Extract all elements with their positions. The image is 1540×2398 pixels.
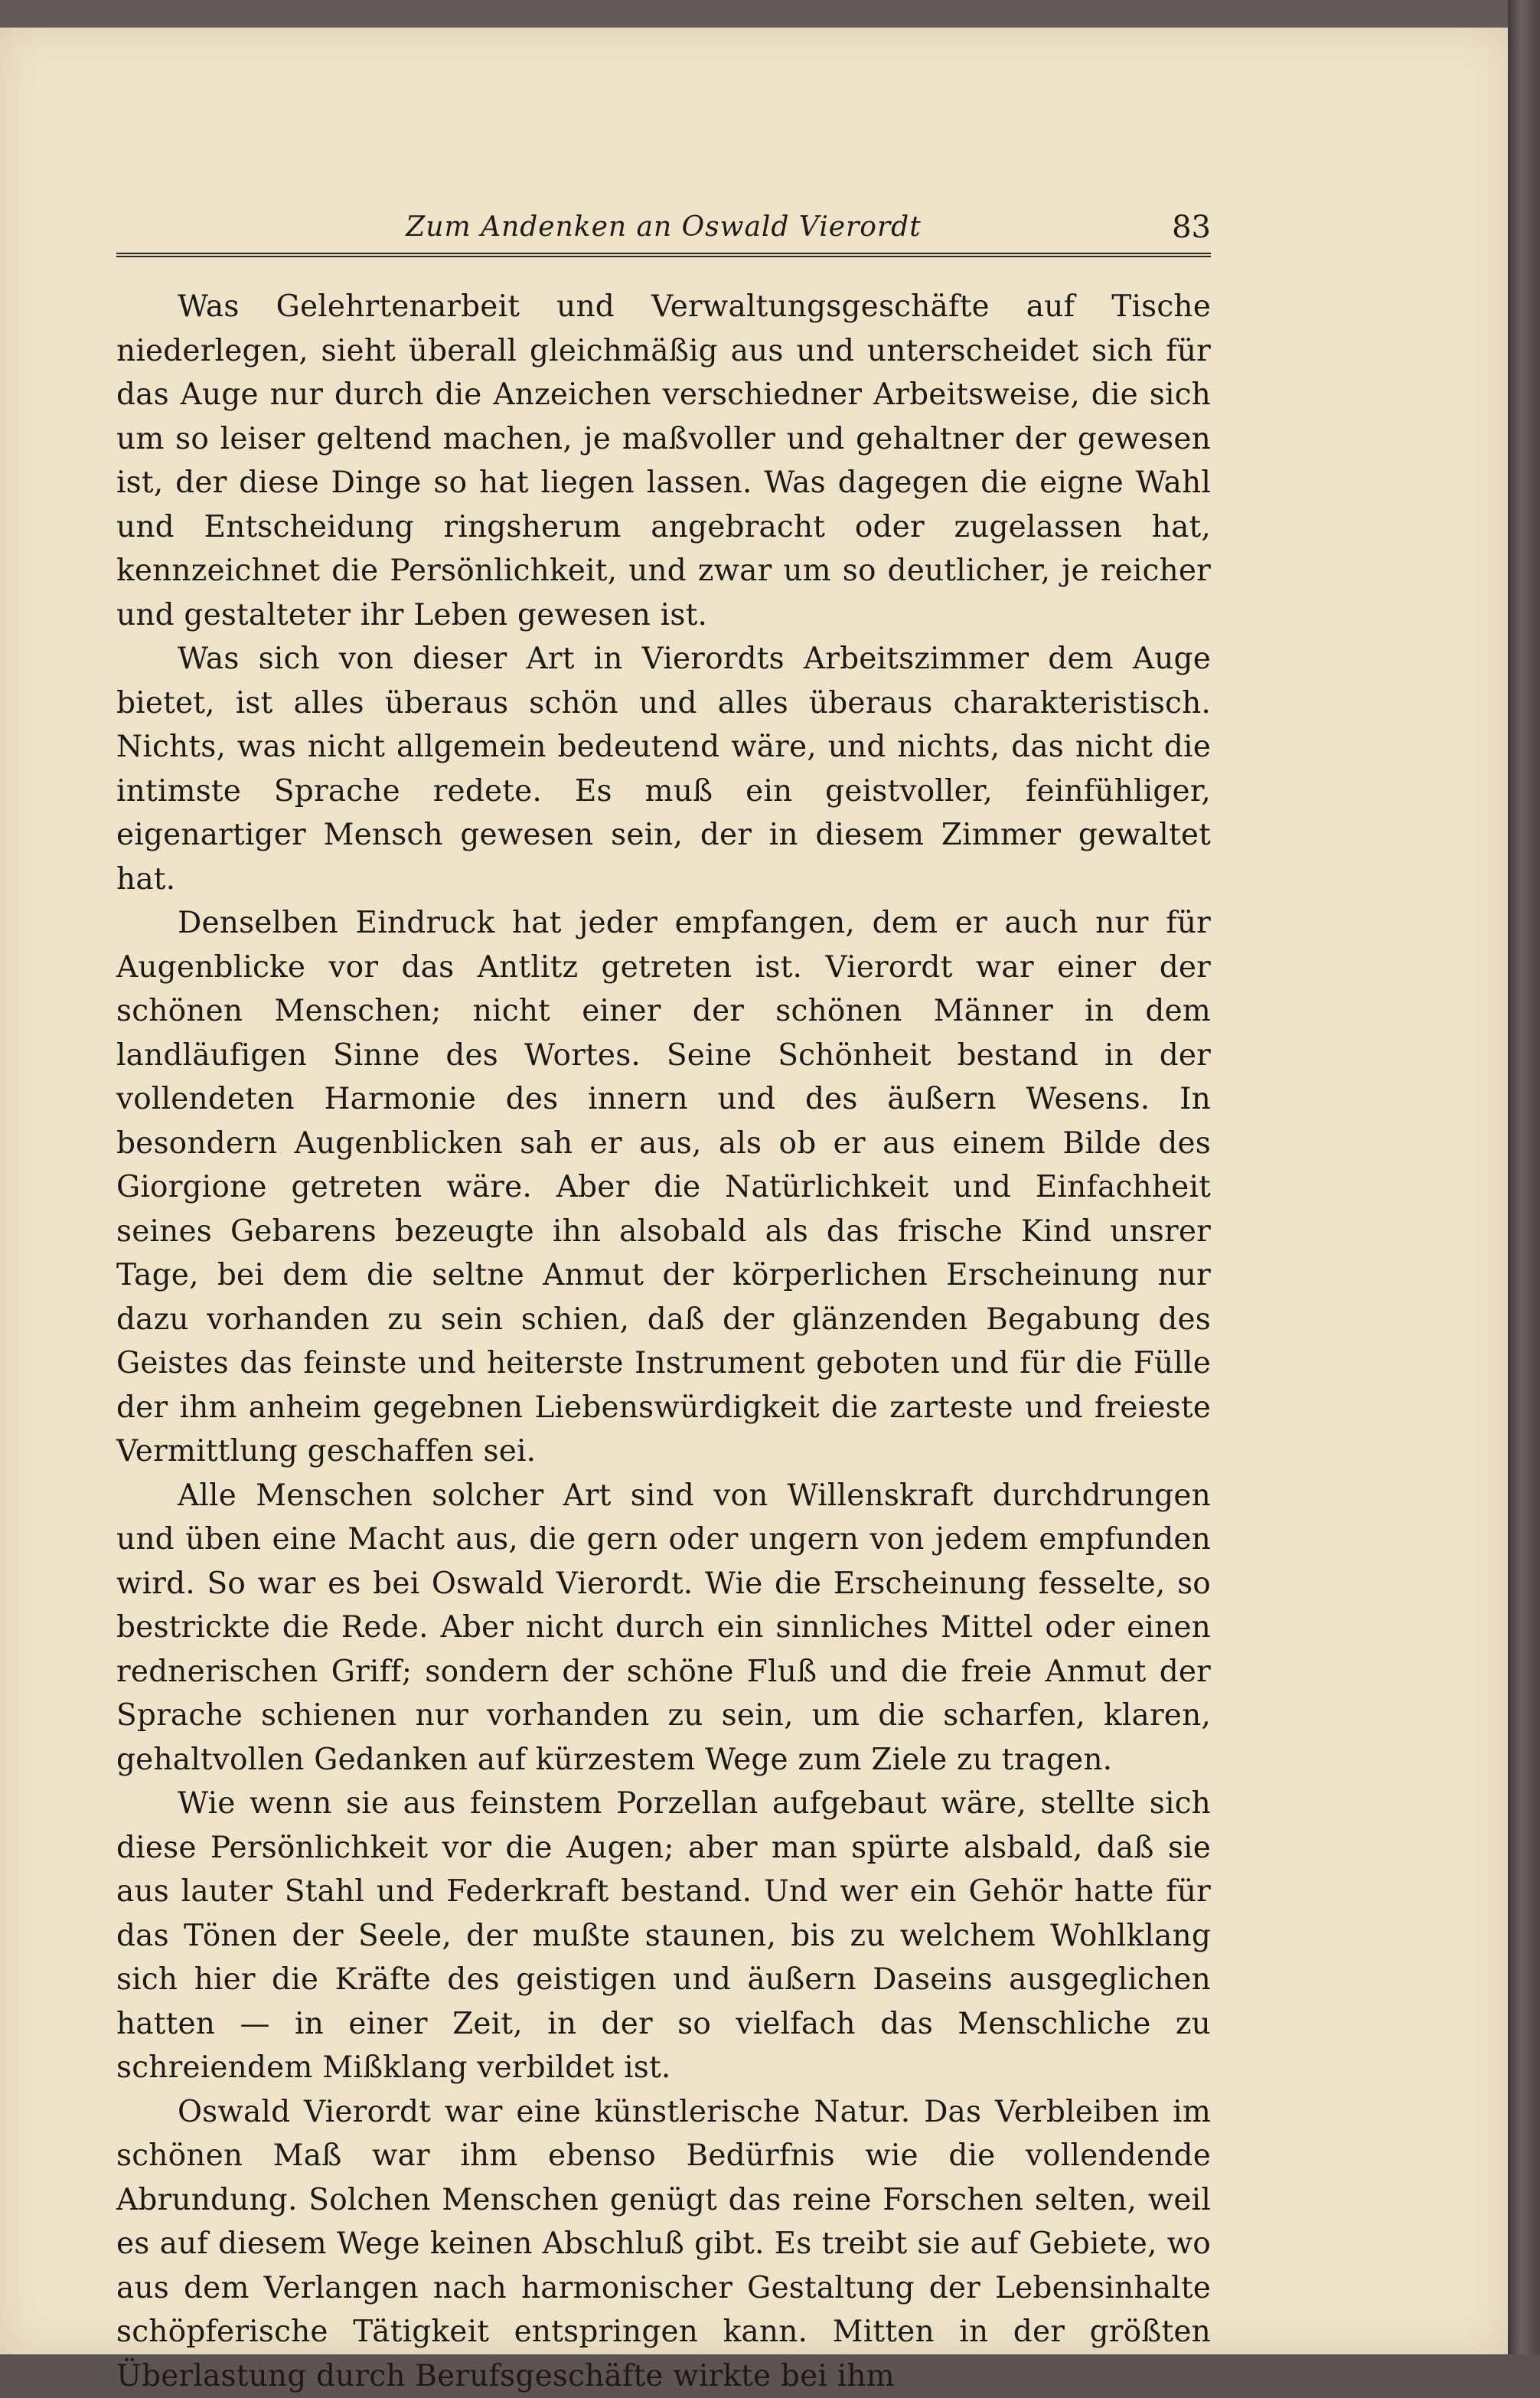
paragraph-1: Was Gelehrtenarbeit und Verwaltungsgeschäfte auf Tische niederlegen, sieht überall gleichmäßig aus und unterscheidet sich für das Auge nur durch die Anzeichen verschiedner Arbeitsweise, die sich um so leiser geltend machen, je maßvoller und gehaltner der gewesen ist, der diese Dinge so hat liegen lassen. Was dagegen die eigne Wahl und Entscheidung ringsherum angebracht oder zugelassen hat, kennzeichnet die Persönlichkeit, und zwar um so deutlicher, je reicher und gestalteter ihr Leben gewesen ist. — [116, 285, 1211, 637]
running-title: Zum Andenken an Oswald Vierordt — [116, 211, 1211, 243]
scan-gutter — [1508, 0, 1540, 2354]
paragraph-2: Was sich von dieser Art in Vierordts Arbeitszimmer dem Auge bietet, ist alles überaus schön und alles überaus charakteristisch. Nichts, was nicht allgemein bedeutend wäre, und nichts, das nicht die intimste Sprache redete. Es muß ein geistvoller, feinfühliger, eigenartiger Mensch gewesen sein, der in diesem Zimmer gewaltet hat. — [116, 637, 1211, 901]
page-number: 83 — [1172, 210, 1211, 245]
paragraph-3: Denselben Eindruck hat jeder empfangen, dem er auch nur für Augenblicke vor das Antlitz getreten ist. Vierordt war einer der schönen Menschen; nicht einer der schönen Männer in dem landläufigen Sinne des Wortes. Seine Schönheit bestand in der vollendeten Harmonie des innern und des äußern Wesens. In besondern Augenblicken sah er aus, als ob er aus einem Bilde des Giorgione getreten wäre. Aber die Natürlichkeit und Einfachheit seines Gebarens bezeugte ihn alsobald als das frische Kind unsrer Tage, bei dem die seltne Anmut der körperlichen Erscheinung nur dazu vorhanden zu sein schien, daß der glänzenden Begabung des Geistes das feinste und heiterste Instrument geboten und für die Fülle der ihm anheim gegebnen Liebenswürdigkeit die zarteste und freieste Vermittlung geschaffen sei. — [116, 901, 1211, 1474]
paragraph-4: Alle Menschen solcher Art sind von Willenskraft durchdrungen und üben eine Macht aus, die gern oder ungern von jedem empfunden wird. So war es bei Oswald Vierordt. Wie die Erscheinung fesselte, so bestrickte die Rede. Aber nicht durch ein sinnliches Mittel oder einen rednerischen Griff; sondern der schöne Fluß und die freie Anmut der Sprache schienen nur vorhanden zu sein, um die scharfen, klaren, gehaltvollen Gedanken auf kürzestem Wege zum Ziele zu tragen. — [116, 1474, 1211, 1782]
paragraph-6: Oswald Vierordt war eine künstlerische Natur. Das Verbleiben im schönen Maß war ihm ebenso Bedürfnis wie die vollendende Abrundung. Solchen Menschen genügt das reine Forschen selten, weil es auf diesem Wege keinen Abschluß gibt. Es treibt sie auf Gebiete, wo aus dem Verlangen nach harmonischer Gestaltung der Lebensinhalte schöpferische Tätigkeit entspringen kann. Mitten in der größten Überlastung durch Berufsgeschäfte wirkte bei ihm — [116, 2090, 1211, 2398]
paragraph-5: Wie wenn sie aus feinstem Porzellan aufgebaut wäre, stellte sich diese Persönlichkeit vor die Augen; aber man spürte alsbald, daß sie aus lauter Stahl und Federkraft bestand. Und wer ein Gehör hatte für das Tönen der Seele, der mußte staunen, bis zu welchem Wohlklang sich hier die Kräfte des geistigen und äußern Daseins ausgeglichen hatten — in einer Zeit, in der so vielfach das Menschliche zu schreiendem Mißklang verbildet ist. — [116, 1782, 1211, 2090]
body-text — [116, 285, 1211, 2398]
running-header — [116, 207, 1211, 257]
scan-top-background — [0, 0, 1508, 28]
